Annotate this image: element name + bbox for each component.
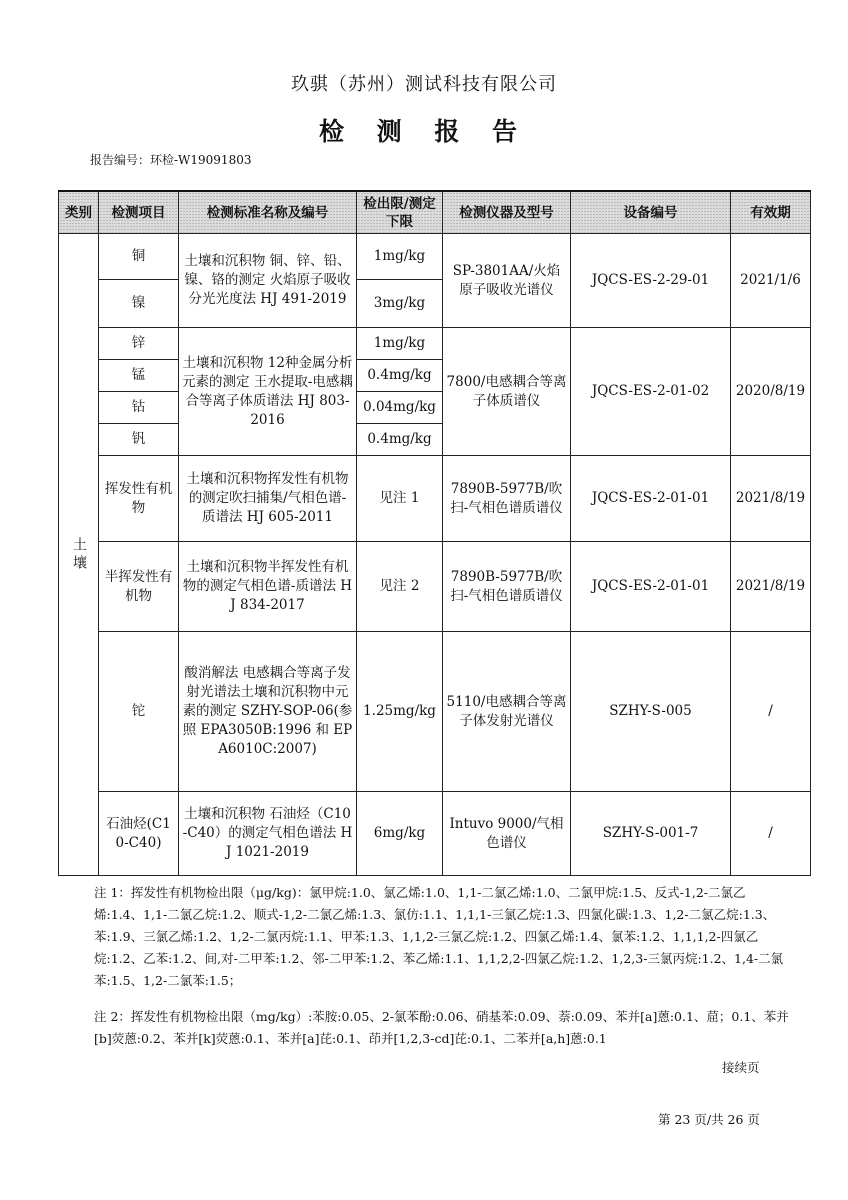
item-cell: 铊 [99,632,179,792]
header-category: 类别 [59,191,99,234]
item-cell: 挥发性有机物 [99,456,179,542]
limit-cell: 3mg/kg [357,280,443,328]
equipment-cell: JQCS-ES-2-29-01 [571,234,731,328]
continued-label: 接续页 [722,1060,760,1075]
instrument-cell: 7800/电感耦合等离子体质谱仪 [443,328,571,456]
table-row [59,792,811,876]
standard-cell: 酸消解法 电感耦合等离子发射光谱法土壤和沉积物中元素的测定 SZHY-SOP-06(参照 EPA3050B:1996 和 EPA6010C:2007) [179,632,357,792]
validity-cell: 2021/8/19 [731,456,811,542]
item-cell: 石油烃(C10-C40) [99,792,179,876]
validity-cell: 2021/8/19 [731,542,811,632]
header-equipment: 设备编号 [571,191,731,234]
standard-cell: 土壤和沉积物 12种金属分析元素的测定 王水提取-电感耦合等离子体质谱法 HJ 803-2016 [179,328,357,456]
instrument-cell: Intuvo 9000/气相色谱仪 [443,792,571,876]
item-cell: 锌 [99,328,179,360]
header-item: 检测项目 [99,191,179,234]
table-header-row [59,191,811,234]
table-row [59,542,811,632]
page-number: 第 23 页/共 26 页 [658,1112,760,1127]
instrument-cell: SP-3801AA/火焰原子吸收光谱仪 [443,234,571,328]
category-cell: 土壤 [59,234,99,876]
item-cell: 铜 [99,234,179,280]
equipment-cell: SZHY-S-005 [571,632,731,792]
validity-cell: 2021/1/6 [731,234,811,328]
item-cell: 钴 [99,392,179,424]
standard-cell: 土壤和沉积物 铜、锌、铅、镍、铬的测定 火焰原子吸收分光光度法 HJ 491-2019 [179,234,357,328]
report-title: 检 测 报 告 [318,117,530,146]
equipment-cell: JQCS-ES-2-01-01 [571,542,731,632]
header-standard: 检测标准名称及编号 [179,191,357,234]
table-row [59,328,811,360]
limit-cell: 1.25mg/kg [357,632,443,792]
instrument-cell: 5110/电感耦合等离子体发射光谱仪 [443,632,571,792]
equipment-cell: SZHY-S-001-7 [571,792,731,876]
instrument-cell: 7890B-5977B/吹扫-气相色谱质谱仪 [443,542,571,632]
limit-cell: 6mg/kg [357,792,443,876]
item-cell: 镍 [99,280,179,328]
table-row [59,632,811,792]
limit-cell: 0.04mg/kg [357,392,443,424]
report-number: 报告编号：环检-W19091803 [90,153,252,167]
table-row [59,234,811,280]
standard-cell: 土壤和沉积物 石油烃（C10-C40）的测定气相色谱法 HJ 1021-2019 [179,792,357,876]
standard-cell: 土壤和沉积物半挥发性有机物的测定气相色谱-质谱法 HJ 834-2017 [179,542,357,632]
header-validity: 有效期 [731,191,811,234]
standard-cell: 土壤和沉积物挥发性有机物的测定吹扫捕集/气相色谱-质谱法 HJ 605-2011 [179,456,357,542]
equipment-cell: JQCS-ES-2-01-02 [571,328,731,456]
limit-cell: 0.4mg/kg [357,424,443,456]
instrument-cell: 7890B-5977B/吹扫-气相色谱质谱仪 [443,456,571,542]
validity-cell: / [731,792,811,876]
test-methods-table [58,190,811,876]
header-instrument: 检测仪器及型号 [443,191,571,234]
company-name: 玖骐（苏州）测试科技有限公司 [291,74,557,95]
note-2: 注 2：挥发性有机物检出限（mg/kg）:苯胺:0.05、2-氯苯酚:0.06、硝基苯:0.09、萘:0.09、苯并[a]蒽:0.1、䓛；0.1、苯并[b]荧蒽:0.2、苯并[k]荧蒽:0.1、苯并[a]芘:0.1、茚并[1,2,3-cd]芘:0.1、二苯并[a,h]蒽:0.1 [94,1009,789,1046]
item-cell: 钒 [99,424,179,456]
item-cell: 锰 [99,360,179,392]
validity-cell: / [731,632,811,792]
limit-cell: 1mg/kg [357,328,443,360]
equipment-cell: JQCS-ES-2-01-01 [571,456,731,542]
validity-cell: 2020/8/19 [731,328,811,456]
item-cell: 半挥发性有机物 [99,542,179,632]
limit-cell: 见注 1 [357,456,443,542]
limit-cell: 1mg/kg [357,234,443,280]
limit-cell: 见注 2 [357,542,443,632]
header-limit: 检出限/测定下限 [357,191,443,234]
note-1: 注 1：挥发性有机物检出限（μg/kg)：氯甲烷:1.0、氯乙烯:1.0、1,1-二氯乙烯:1.0、二氯甲烷:1.5、反式-1,2-二氯乙烯:1.4、1,1-二氯乙烷:1.2、顺式-1,2-二氯乙烯:1.3、氯仿:1.1、1,1,1-三氯乙烷:1.3、四氯化碳:1.3、1,2-二氯乙烷:1.3、苯:1.9、三氯乙烯:1.2、1,2-二氯丙烷:1.1、甲苯:1.3、1,1,2-三氯乙烷:1.2、四氯乙烯:1.4、氯苯:1.2、1,1,1,2-四氯乙烷:1.2、乙苯:1.2、间,对-二甲苯:1.2、邻-二甲苯:1.2、苯乙烯:1.1、1,1,2,2-四氯乙烷:1.2、1,2,3-三氯丙烷:1.2、1,4-二氯苯:1.5、1,2-二氯苯:1.5； [94,885,784,988]
table-row [59,456,811,542]
limit-cell: 0.4mg/kg [357,360,443,392]
